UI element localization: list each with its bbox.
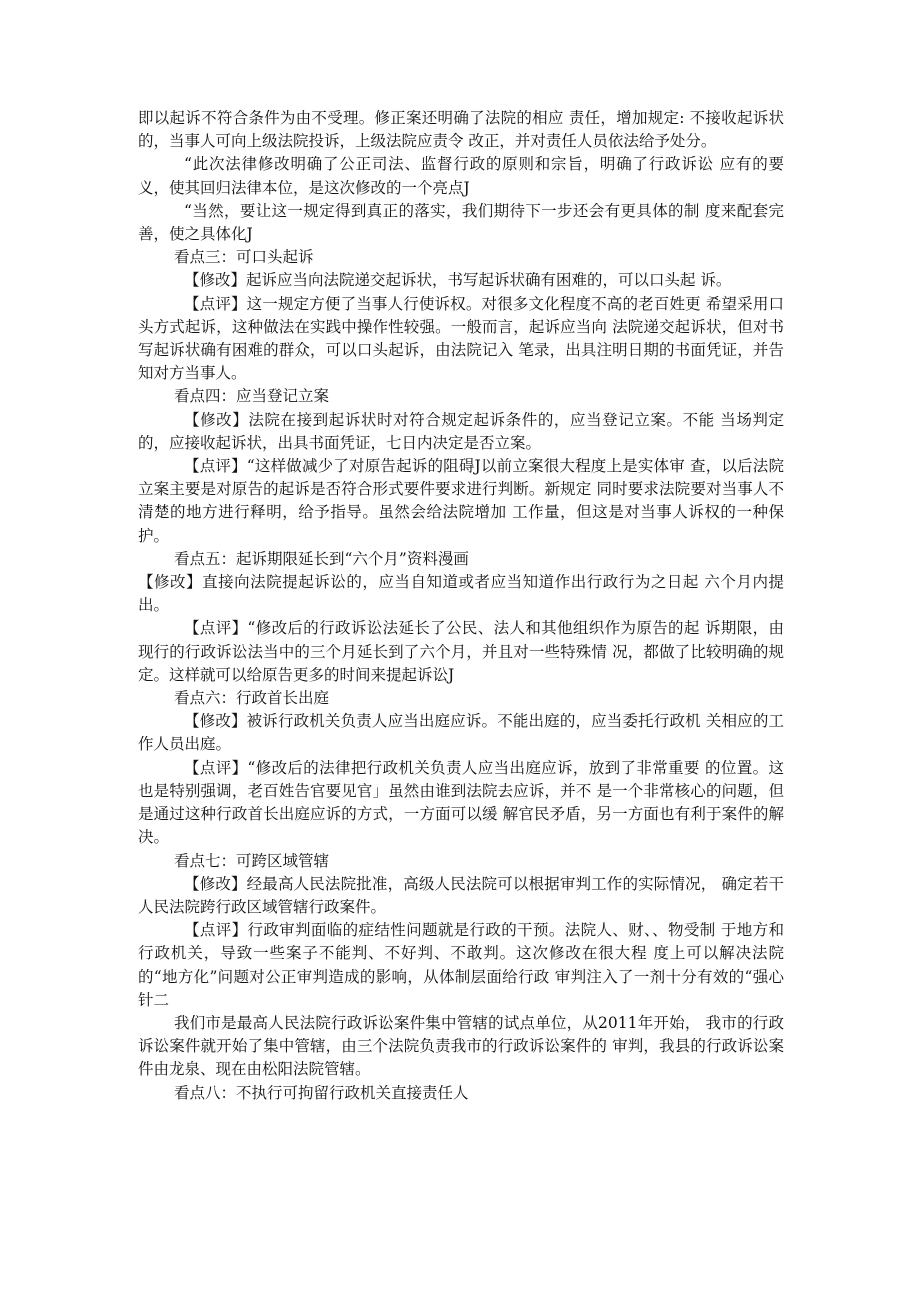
- heading-point-8: 看点八：不执行可拘留行政机关直接责任人: [174, 1083, 469, 1102]
- paragraph-comment-5: 【点评】“修改后的行政诉讼法延长了公民、法人和其他组织作为原告的起 诉期限，由现行的行政诉讼法当中的三个月延长到了六个月，并且对一些特殊情 况，都做了比较明确的规定。这样就可以给原告更多的时间来提起诉讼J: [138, 619, 784, 684]
- paragraph-3: “当然，要让这一规定得到真正的落实，我们期待下一步还会有更具体的制 度来配套完善，使之具体化J: [138, 201, 784, 244]
- paragraph-local-note: 我们市是最高人民法院行政诉讼案件集中管辖的试点单位，从2011年开始， 我市的行政诉讼案件就开始了集中管辖，由三个法院负责我市的行政诉讼案件的 审判，我县的行政诉讼案件由龙泉、现在由松阳法院管辖。: [138, 1013, 784, 1079]
- paragraph-amendment-7: 【修改】经最高人民法院批准，高级人民法院可以根据审判工作的实际情况， 确定若干人民法院跨行政区域管辖行政案件。: [138, 874, 784, 916]
- heading-point-6: 看点六：行政首长出庭: [174, 689, 330, 708]
- paragraph-1: 即以起诉不符合条件为由不受理。修正案还明确了法院的相应 责任，增加规定: 不接收起诉状的，当事人可向上级法院投诉，上级法院应责令 改正，并对责任人员依法给予处分。: [138, 109, 784, 151]
- paragraph-amendment-4: 【修改】法院在接到起诉状时对符合规定起诉条件的，应当登记立案。不能 当场判定的，应接收起诉状，出具书面凭证，七日内决定是否立案。: [138, 410, 784, 452]
- paragraph-2: “此次法律修改明确了公正司法、监督行政的原则和宗旨，明确了行政诉讼 应有的要义，使其回归法律本位，是这次修改的一个亮点J: [138, 155, 784, 197]
- paragraph-amendment-3: 【修改】起诉应当向法院递交起诉状，书写起诉状确有困难的，可以口头起 诉。: [184, 271, 732, 290]
- heading-point-5: 看点五：起诉期限延长到“六个月”资料漫画: [174, 549, 469, 568]
- heading-point-4: 看点四：应当登记立案: [174, 387, 330, 406]
- paragraph-comment-4: 【点评】“这样做减少了对原告起诉的阻碍J以前立案很大程度上是实体审 查，以后法院立案主要是对原告的起诉是否符合形式要件要求进行判断。新规定 同时要求法院要对当事人不清楚的地方进行释明，给予指导。虽然会给法院增加 工作量，但这是对当事人诉权的一种保护。: [138, 457, 784, 545]
- paragraph-amendment-6: 【修改】被诉行政机关负责人应当出庭应诉。不能出庭的，应当委托行政机 关相应的工作人员出庭。: [138, 712, 784, 754]
- document-body: [138, 107, 784, 1105]
- paragraph-comment-3: 【点评】这一规定方便了当事人行使诉权。对很多文化程度不高的老百姓更 希望采用口头方式起诉，这种做法在实践中操作性较强。一般而言，起诉应当向 法院递交起诉状，但对书写起诉状确有困难的群众，可以口头起诉，由法院记入 笔录，出具注明日期的书面凭证，并告知对方当事人。: [138, 294, 784, 383]
- paragraph-amendment-5: 【修改】直接向法院提起诉讼的，应当自知道或者应当知道作出行政行为之日起 六个月内提出。: [138, 573, 784, 615]
- heading-point-3: 看点三：可口头起诉: [174, 248, 314, 267]
- paragraph-comment-6: 【点评】“修改后的法律把行政机关负责人应当出庭应诉，放到了非常重要 的位置。这也是特别强调，老百姓告官要见官」虽然由谁到法院去应诉，并不 是一个非常核心的问题，但是通过这种行政首长出庭应诉的方式，一方面可以缓 解官民矛盾，另一方面也有利于案件的解决。: [138, 758, 784, 847]
- heading-point-7: 看点七：可跨区域管辖: [174, 851, 330, 870]
- paragraph-comment-7: 【点评】行政审判面临的症结性问题就是行政的干预。法院人、财、、物受制 于地方和行政机关，导致一些案子不能判、不好判、不敢判。这次修改在很大程 度上可以解决法院的“地方化”问题对公正审判造成的影响，从体制层面给行政 审判注入了一剂十分有效的“强心针二: [138, 921, 784, 1009]
